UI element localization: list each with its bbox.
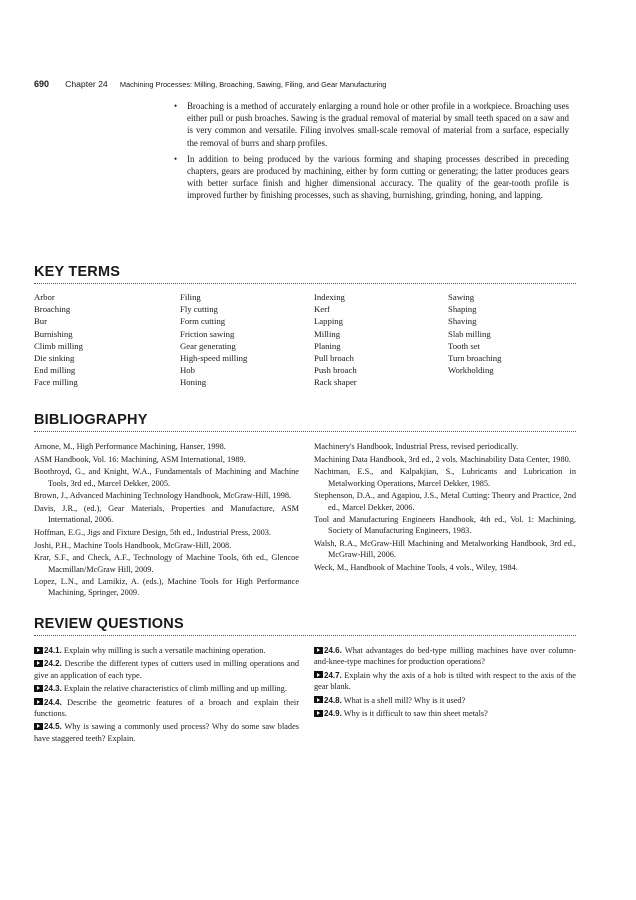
key-term: Sawing: [448, 292, 475, 302]
question-number: 24.5.: [44, 722, 62, 732]
key-term: Indexing: [314, 292, 345, 302]
key-term: Shaving: [448, 316, 477, 327]
question-marker-icon: [34, 660, 43, 667]
key-term: Turn broaching: [448, 353, 502, 364]
question-marker-icon: [34, 698, 43, 705]
section-divider: [34, 283, 576, 284]
key-term: Planing: [314, 340, 341, 351]
key-term: Tooth set: [448, 340, 480, 351]
bib-entry: Joshi, P.H., Machine Tools Handbook, McGraw-Hill, 2008.: [34, 540, 232, 550]
bibliography-left-column: [34, 441, 299, 600]
key-term: Lapping: [314, 316, 343, 327]
question-text: What advantages do bed-type milling machines have over column-and-knee-type machines for production operations?: [314, 646, 576, 667]
bib-entry: Arnone, M., High Performance Machining, Hanser, 1998.: [34, 442, 226, 451]
key-term: Arbor: [34, 292, 55, 302]
key-term: Die sinking: [34, 353, 75, 364]
key-term: Friction sawing: [180, 328, 235, 339]
question-text: Why is it difficult to saw thin sheet metals?: [343, 709, 488, 719]
review-question: [34, 658, 299, 681]
section-divider: [34, 635, 576, 636]
question-number: 24.6.: [324, 646, 342, 655]
key-terms-heading: KEY TERMS: [34, 264, 121, 280]
bibliography-heading: BIBLIOGRAPHY: [34, 412, 148, 428]
key-term: Gear generating: [180, 340, 236, 351]
question-text: What is a shell mill? Why is it used?: [343, 695, 466, 705]
bibliography-right-column: [314, 441, 576, 575]
running-header: [34, 79, 386, 89]
bib-entry: Boothroyd, G., and Knight, W.A., Fundamentals of Machining and Machine Tools, 3rd ed., Marcel Dekker, 2005.: [34, 467, 299, 488]
bullet-text: Broaching is a method of accurately enlarging a round hole or other profile in a workpiece. Broaching uses either pull or push broaches. Sawing is the gradual removal of material by small teeth spaced on a saw and is very common and versatile. Filing involves small-scale removal of material from a surface, especially the removal of burrs and sharp profiles.: [187, 101, 569, 148]
key-term: Honing: [180, 377, 207, 388]
key-term: Milling: [314, 328, 341, 339]
question-marker-icon: [314, 647, 323, 654]
review-question: [314, 695, 576, 706]
question-number: 24.4.: [44, 697, 62, 707]
bib-entry: Nachtman, E.S., and Kalpakjian, S., Lubricants and Lubrication in Metalworking Operations, Marcel Dekker, 1985.: [314, 467, 576, 488]
question-number: 24.1.: [44, 646, 62, 655]
question-number: 24.2.: [44, 659, 62, 669]
question-marker-icon: [34, 647, 43, 654]
question-text: Describe the geometric features of a broach and explain their functions.: [34, 697, 299, 719]
question-text: Explain the relative characteristics of climb milling and up milling.: [63, 684, 287, 694]
key-terms-column-1: [34, 291, 83, 389]
question-marker-icon: [34, 723, 43, 730]
question-number: 24.7.: [324, 670, 342, 680]
bib-entry: Weck, M., Handbook of Machine Tools, 4 vols., Wiley, 1984.: [314, 563, 518, 573]
bib-entry: Stephenson, D.A., and Agapiou, J.S., Metal Cutting: Theory and Practice, 2nd ed., Marcel Dekker, 2006.: [314, 491, 576, 512]
key-term: Climb milling: [34, 340, 83, 351]
summary-bullet: • Broaching is a method of accurately enlarging a round hole or other profile in a workpiece. Broaching uses either pull or push broaches. Sawing is the gradual removal of material by small teeth spaced on a saw and is very common and versatile. Filing involves small-scale removal of material from a surface, especially the removal of burrs and sharp profiles.: [174, 101, 569, 148]
key-term: Rack shaper: [314, 377, 357, 388]
review-question: [34, 683, 299, 694]
bib-entry: Hoffman, E.G., Jigs and Fixture Design, 5th ed., Industrial Press, 2003.: [34, 527, 271, 537]
key-term: Filing: [180, 292, 201, 302]
chapter-label: Chapter 24: [65, 79, 108, 89]
review-question: [34, 721, 299, 744]
page-number: 690: [34, 79, 50, 89]
key-term: Bur: [34, 316, 48, 327]
bib-entry: Tool and Manufacturing Engineers Handbook, 4th ed., Vol. 1: Machining, Society of Manufacturing Engineers, 1983.: [314, 515, 576, 536]
section-divider: [34, 431, 576, 432]
key-term: End milling: [34, 365, 76, 376]
question-text: Explain why milling is such a versatile machining operation.: [63, 646, 266, 655]
summary-bullet: • In addition to being produced by the various forming and shaping processes described in preceding chapters, gears are produced by machining, either by form cutting or generating; the latter produces gears with better surface finish and higher dimensional accuracy. The quality of the gear-tooth profile is improved further by finishing processes, such as shaving, burnishing, grinding, honing, and lapping.: [174, 153, 569, 201]
bib-entry: ASM Handbook, Vol. 16: Machining, ASM International, 1989.: [34, 454, 246, 464]
review-left-column: [34, 645, 299, 746]
bib-entry: Brown, J., Advanced Machining Technology Handbook, McGraw-Hill, 1998.: [34, 491, 292, 501]
question-marker-icon: [314, 696, 323, 703]
key-term: Broaching: [34, 304, 71, 315]
bib-entry: Krar, S.F., and Check, A.F., Technology of Machine Tools, 6th ed., Glencoe Macmillan/McGraw Hill, 2009.: [34, 553, 299, 574]
key-term: Burnishing: [34, 328, 73, 339]
question-text: Explain why the axis of a hob is tilted with respect to the axis of the gear blank.: [314, 670, 576, 692]
key-term: Slab milling: [448, 328, 491, 339]
question-number: 24.8.: [324, 695, 342, 705]
question-text: Why is sawing a commonly used process? Why do some saw blades have staggered teeth? Explain.: [34, 722, 299, 743]
key-term: Face milling: [34, 377, 78, 388]
question-marker-icon: [314, 671, 323, 678]
question-text: Describe the different types of cutters used in milling operations and give an application of each type.: [34, 659, 299, 680]
key-term: Workholding: [448, 365, 494, 376]
review-question: [314, 645, 576, 668]
review-question: [34, 697, 299, 720]
review-right-column: [314, 645, 576, 721]
key-terms-column-4: [448, 291, 502, 376]
bib-entry: Davis, J.R., (ed.), Gear Materials, Properties and Manufacture, ASM International, 2006.: [34, 504, 299, 525]
review-question: [314, 708, 576, 719]
key-term: Form cutting: [180, 316, 226, 327]
key-terms-column-2: [180, 291, 247, 389]
key-term: Fly cutting: [180, 304, 218, 315]
bib-entry: Walsh, R.A., McGraw-Hill Machining and Metalworking Handbook, 3rd ed., McGraw-Hill, 2006.: [314, 539, 576, 560]
bib-entry: Lopez, L.N., and Lamikiz, A. (eds.), Machine Tools for High Performance Machining, Springer, 2009.: [34, 577, 299, 598]
summary-bullets: [171, 100, 569, 206]
question-marker-icon: [314, 710, 323, 717]
key-terms-column-3: [314, 291, 357, 389]
key-term: Push broach: [314, 365, 357, 376]
bullet-text: In addition to being produced by the various forming and shaping processes described in preceding chapters, gears are produced by machining, either by form cutting or generating; the latter produces gears with better surface finish and higher dimensional accuracy. The quality of the gear-tooth profile is improved further by finishing processes, such as shaving, burnishing, grinding, honing, and lapping.: [187, 153, 569, 201]
key-term: High-speed milling: [180, 353, 248, 364]
chapter-title: Machining Processes: Milling, Broaching, Sawing, Filing, and Gear Manufacturing: [119, 80, 387, 89]
key-term: Shaping: [448, 304, 477, 315]
review-question: [34, 645, 299, 656]
key-term: Hob: [180, 365, 195, 376]
bib-entry: Machinery's Handbook, Industrial Press, revised periodically.: [314, 442, 519, 451]
question-marker-icon: [34, 685, 43, 692]
bib-entry: Machining Data Handbook, 3rd ed., 2 vols. Machinability Data Center, 1980.: [314, 454, 571, 464]
key-term: Kerf: [314, 304, 330, 315]
review-questions-heading: REVIEW QUESTIONS: [34, 616, 184, 632]
key-term: Pull broach: [314, 353, 354, 364]
review-question: [314, 670, 576, 693]
question-number: 24.9.: [324, 709, 342, 719]
question-number: 24.3.: [44, 684, 62, 694]
